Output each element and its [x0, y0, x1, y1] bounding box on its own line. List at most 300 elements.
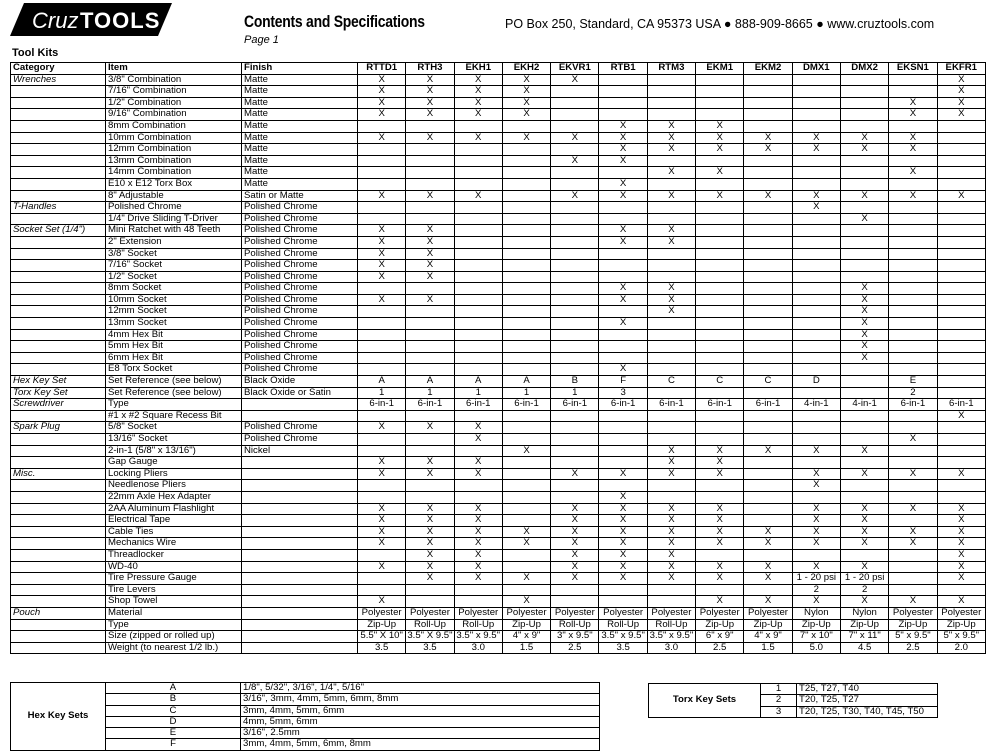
kit-cell: [406, 283, 454, 295]
table-row: [11, 341, 986, 353]
kit-cell: X: [406, 573, 454, 585]
kit-cell: [647, 341, 695, 353]
kit-cell: [454, 329, 502, 341]
kit-cell: [647, 86, 695, 98]
row-item: 8" Adjustable: [106, 190, 242, 202]
torx-set-id: 3: [761, 706, 797, 717]
kit-cell: [647, 260, 695, 272]
kit-cell: [406, 434, 454, 446]
kit-cell: [696, 410, 744, 422]
kit-cell: [792, 457, 840, 469]
kit-cell: X: [454, 97, 502, 109]
kit-cell: [454, 596, 502, 608]
kit-cell: [792, 74, 840, 86]
kit-cell: [599, 271, 647, 283]
kit-cell: X: [599, 178, 647, 190]
kit-cell: [937, 352, 985, 364]
row-category: [11, 97, 106, 109]
kit-cell: X: [840, 341, 888, 353]
kit-cell: Zip-Up: [889, 619, 937, 631]
kit-cell: [889, 457, 937, 469]
kit-cell: Zip-Up: [358, 619, 406, 631]
kit-cell: X: [840, 213, 888, 225]
kit-cell: X: [696, 167, 744, 179]
kit-cell: [358, 364, 406, 376]
kit-cell: [502, 561, 550, 573]
table-row: [11, 422, 986, 434]
kit-cell: 7" x 10": [792, 631, 840, 643]
kit-cell: [937, 584, 985, 596]
kit-cell: [696, 549, 744, 561]
kit-cell: X: [358, 457, 406, 469]
row-finish: Satin or Matte: [242, 190, 358, 202]
kit-cell: [551, 167, 599, 179]
kit-cell: X: [599, 283, 647, 295]
kit-cell: X: [647, 549, 695, 561]
kit-cell: [889, 294, 937, 306]
kit-cell: X: [599, 549, 647, 561]
kit-cell: [744, 364, 792, 376]
row-finish: Matte: [242, 120, 358, 132]
kit-cell: X: [599, 573, 647, 585]
kit-cell: X: [406, 503, 454, 515]
kit-cell: [647, 364, 695, 376]
row-category: [11, 434, 106, 446]
kit-cell: X: [696, 190, 744, 202]
kit-cell: C: [744, 376, 792, 388]
column-header-kit: EKM1: [696, 63, 744, 75]
row-item: 6mm Hex Bit: [106, 352, 242, 364]
kit-cell: X: [937, 109, 985, 121]
table-row: [11, 573, 986, 585]
kit-cell: 4-in-1: [840, 399, 888, 411]
kit-cell: 6-in-1: [937, 399, 985, 411]
kit-cell: [502, 329, 550, 341]
kit-cell: [744, 515, 792, 527]
row-item: E8 Torx Socket: [106, 364, 242, 376]
kit-cell: X: [792, 132, 840, 144]
kit-cell: [647, 491, 695, 503]
kit-cell: [502, 178, 550, 190]
kit-cell: 3: [599, 387, 647, 399]
row-finish: Polished Chrome: [242, 213, 358, 225]
row-item: 3/8" Socket: [106, 248, 242, 260]
kit-cell: 6" x 9": [696, 631, 744, 643]
kit-cell: X: [358, 515, 406, 527]
kit-cell: [502, 341, 550, 353]
row-item: Size (zipped or rolled up): [106, 631, 242, 643]
row-finish: [242, 619, 358, 631]
kit-cell: [840, 410, 888, 422]
table-row: [11, 538, 986, 550]
table-row: [11, 120, 986, 132]
kit-cell: [502, 549, 550, 561]
kit-cell: C: [647, 376, 695, 388]
row-item: 1/4" Drive Sliding T-Driver: [106, 213, 242, 225]
kit-cell: [502, 364, 550, 376]
kit-cell: [937, 202, 985, 214]
kit-cell: 4-in-1: [792, 399, 840, 411]
kit-cell: [647, 410, 695, 422]
kit-cell: [358, 584, 406, 596]
kit-cell: X: [454, 526, 502, 538]
kit-cell: [840, 74, 888, 86]
kit-cell: [840, 260, 888, 272]
kit-cell: X: [792, 468, 840, 480]
kit-cell: [792, 341, 840, 353]
kit-cell: [406, 596, 454, 608]
row-item: 2AA Aluminum Flashlight: [106, 503, 242, 515]
kit-cell: [937, 445, 985, 457]
kit-cell: [744, 260, 792, 272]
kit-cell: X: [647, 445, 695, 457]
kit-cell: [889, 573, 937, 585]
kit-cell: X: [744, 596, 792, 608]
kit-cell: [889, 155, 937, 167]
kit-cell: X: [696, 561, 744, 573]
kit-cell: X: [502, 97, 550, 109]
row-category: [11, 642, 106, 654]
kit-cell: X: [792, 445, 840, 457]
kit-cell: [889, 445, 937, 457]
kit-cell: X: [358, 422, 406, 434]
row-finish: Polished Chrome: [242, 306, 358, 318]
row-category: [11, 329, 106, 341]
kit-cell: [599, 584, 647, 596]
column-header-kit: EKSN1: [889, 63, 937, 75]
column-header-kit: EKFR1: [937, 63, 985, 75]
kit-cell: 2: [792, 584, 840, 596]
kit-cell: [647, 352, 695, 364]
kit-cell: [502, 190, 550, 202]
kit-cell: X: [406, 248, 454, 260]
kit-cell: [744, 468, 792, 480]
kit-cell: X: [744, 573, 792, 585]
kit-cell: [551, 318, 599, 330]
row-finish: [242, 596, 358, 608]
row-item: #1 x #2 Square Recess Bit: [106, 410, 242, 422]
row-category: [11, 144, 106, 156]
kit-cell: [696, 225, 744, 237]
kit-cell: X: [744, 561, 792, 573]
kit-cell: X: [792, 561, 840, 573]
kit-cell: [696, 352, 744, 364]
kit-cell: [599, 422, 647, 434]
kit-cell: X: [647, 515, 695, 527]
kit-cell: [696, 491, 744, 503]
kit-cell: X: [454, 561, 502, 573]
table-row: [11, 491, 986, 503]
row-finish: Matte: [242, 167, 358, 179]
kit-cell: X: [696, 144, 744, 156]
kit-cell: [502, 410, 550, 422]
kit-cell: [696, 422, 744, 434]
kit-cell: X: [551, 573, 599, 585]
kit-cell: X: [696, 515, 744, 527]
kit-cell: 7" x 11": [840, 631, 888, 643]
kit-cell: 1: [551, 387, 599, 399]
kit-cell: 6-in-1: [454, 399, 502, 411]
kit-cell: [358, 213, 406, 225]
row-category: Torx Key Set: [11, 387, 106, 399]
kit-cell: [358, 202, 406, 214]
kit-cell: X: [696, 132, 744, 144]
row-category: [11, 515, 106, 527]
row-finish: Polished Chrome: [242, 364, 358, 376]
row-category: Spark Plug: [11, 422, 106, 434]
row-finish: Polished Chrome: [242, 434, 358, 446]
kit-cell: [551, 422, 599, 434]
kit-cell: [647, 248, 695, 260]
kit-cell: [599, 74, 647, 86]
kit-cell: [744, 352, 792, 364]
kit-cell: Zip-Up: [744, 619, 792, 631]
row-finish: Polished Chrome: [242, 202, 358, 214]
kit-cell: X: [454, 109, 502, 121]
kit-cell: X: [792, 503, 840, 515]
kit-cell: [744, 86, 792, 98]
kit-cell: 6-in-1: [406, 399, 454, 411]
row-finish: [242, 642, 358, 654]
kit-cell: [744, 167, 792, 179]
kit-cell: [840, 202, 888, 214]
kit-cell: X: [744, 132, 792, 144]
kit-cell: [647, 74, 695, 86]
kit-cell: [840, 376, 888, 388]
kit-cell: [696, 213, 744, 225]
kit-cell: X: [792, 515, 840, 527]
kit-cell: [647, 387, 695, 399]
kit-cell: [358, 120, 406, 132]
row-finish: Polished Chrome: [242, 294, 358, 306]
kit-cell: X: [937, 190, 985, 202]
svg-text:Cruz: Cruz: [32, 8, 79, 33]
row-finish: [242, 468, 358, 480]
kit-cell: 6-in-1: [599, 399, 647, 411]
kit-cell: [696, 364, 744, 376]
kit-cell: [502, 144, 550, 156]
kit-cell: X: [599, 526, 647, 538]
kit-cell: [792, 283, 840, 295]
row-category: Misc.: [11, 468, 106, 480]
kit-cell: [502, 202, 550, 214]
kit-cell: [889, 120, 937, 132]
kit-cell: [647, 271, 695, 283]
kit-cell: X: [647, 132, 695, 144]
kit-cell: Polyester: [744, 607, 792, 619]
kit-cell: [406, 341, 454, 353]
kit-cell: [792, 97, 840, 109]
kit-cell: 2: [840, 584, 888, 596]
row-item: Type: [106, 619, 242, 631]
row-item: 14mm Combination: [106, 167, 242, 179]
row-finish: [242, 573, 358, 585]
row-item: Shop Towel: [106, 596, 242, 608]
kit-cell: [937, 271, 985, 283]
kit-cell: [840, 434, 888, 446]
kit-cell: [599, 352, 647, 364]
row-finish: Polished Chrome: [242, 318, 358, 330]
row-finish: Black Oxide: [242, 376, 358, 388]
kit-cell: [744, 306, 792, 318]
kit-cell: X: [406, 225, 454, 237]
kit-cell: [358, 329, 406, 341]
kit-cell: Polyester: [454, 607, 502, 619]
kit-cell: [502, 515, 550, 527]
kit-cell: A: [358, 376, 406, 388]
row-category: [11, 318, 106, 330]
kit-cell: 1: [358, 387, 406, 399]
kit-cell: X: [696, 457, 744, 469]
row-item: 4mm Hex Bit: [106, 329, 242, 341]
page-number: Page 1: [244, 34, 279, 46]
kit-cell: [502, 503, 550, 515]
kit-cell: [696, 329, 744, 341]
kit-cell: [840, 120, 888, 132]
hex-set-id: E: [106, 728, 241, 739]
kit-cell: X: [454, 132, 502, 144]
kit-cell: [551, 294, 599, 306]
kit-cell: X: [599, 503, 647, 515]
row-finish: Polished Chrome: [242, 225, 358, 237]
kit-cell: [599, 109, 647, 121]
kit-cell: [792, 178, 840, 190]
kit-cell: 3" x 9.5": [551, 631, 599, 643]
kit-cell: [744, 294, 792, 306]
kit-cell: Polyester: [358, 607, 406, 619]
kit-cell: [889, 549, 937, 561]
kit-cell: [551, 341, 599, 353]
table-row: [11, 584, 986, 596]
kit-cell: X: [840, 190, 888, 202]
row-item: 1/2" Socket: [106, 271, 242, 283]
kit-cell: [937, 225, 985, 237]
table-row: [11, 86, 986, 98]
kit-cell: [454, 491, 502, 503]
kit-cell: [599, 202, 647, 214]
kit-cell: X: [406, 549, 454, 561]
kit-cell: [792, 352, 840, 364]
kit-cell: X: [744, 445, 792, 457]
kit-cell: [551, 283, 599, 295]
kit-cell: [792, 294, 840, 306]
kit-cell: 6-in-1: [551, 399, 599, 411]
column-header-kit: EKVR1: [551, 63, 599, 75]
kit-cell: X: [792, 596, 840, 608]
kit-cell: X: [792, 538, 840, 550]
kit-cell: X: [599, 225, 647, 237]
kit-cell: [454, 480, 502, 492]
kit-cell: [792, 491, 840, 503]
section-title: Tool Kits: [12, 47, 59, 59]
torx-set-sizes: T25, T27, T40: [797, 684, 938, 695]
kit-cell: [502, 167, 550, 179]
table-row: [11, 97, 986, 109]
table-row: [11, 213, 986, 225]
kit-cell: [744, 434, 792, 446]
row-item: 13/16" Socket: [106, 434, 242, 446]
kit-cell: 3.5" x 9.5": [599, 631, 647, 643]
kit-cell: [744, 283, 792, 295]
kit-cell: X: [599, 538, 647, 550]
kit-cell: [840, 167, 888, 179]
kit-cell: [647, 213, 695, 225]
kit-cell: X: [599, 190, 647, 202]
kit-cell: 2.5: [551, 642, 599, 654]
row-category: [11, 445, 106, 457]
kit-cell: [744, 341, 792, 353]
kit-cell: [502, 491, 550, 503]
kit-cell: X: [696, 573, 744, 585]
kit-cell: [502, 294, 550, 306]
kit-cell: X: [454, 515, 502, 527]
kit-cell: [744, 387, 792, 399]
table-row: [11, 561, 986, 573]
row-finish: [242, 538, 358, 550]
row-category: [11, 213, 106, 225]
row-category: [11, 306, 106, 318]
row-category: [11, 549, 106, 561]
kit-cell: Polyester: [502, 607, 550, 619]
kit-cell: X: [840, 445, 888, 457]
hex-set-id: B: [106, 694, 241, 705]
kit-cell: 3.5: [358, 642, 406, 654]
kit-cell: [889, 584, 937, 596]
kit-cell: [502, 468, 550, 480]
kit-cell: [551, 434, 599, 446]
kit-cell: X: [406, 457, 454, 469]
kit-cell: [792, 434, 840, 446]
kit-cell: [937, 236, 985, 248]
row-finish: Polished Chrome: [242, 422, 358, 434]
column-header-kit: EKM2: [744, 63, 792, 75]
table-row: [11, 376, 986, 388]
kit-cell: [647, 155, 695, 167]
row-item: Set Reference (see below): [106, 387, 242, 399]
kit-cell: [406, 480, 454, 492]
kit-cell: 2.5: [889, 642, 937, 654]
kit-cell: [454, 260, 502, 272]
torx-set-sizes: T20, T25, T27: [797, 695, 938, 706]
kit-cell: [792, 410, 840, 422]
kit-cell: X: [358, 526, 406, 538]
kit-cell: X: [647, 306, 695, 318]
row-category: [11, 260, 106, 272]
row-item: 7/16" Combination: [106, 86, 242, 98]
kit-cell: X: [937, 538, 985, 550]
kit-cell: F: [599, 376, 647, 388]
kit-cell: [406, 329, 454, 341]
kit-cell: 2.0: [937, 642, 985, 654]
kit-cell: B: [551, 376, 599, 388]
kit-cell: [937, 480, 985, 492]
kit-cell: [502, 225, 550, 237]
row-category: [11, 619, 106, 631]
kit-cell: X: [937, 515, 985, 527]
hex-key-sets-label: Hex Key Sets: [11, 683, 106, 751]
row-finish: [242, 631, 358, 643]
kit-cell: X: [792, 190, 840, 202]
kit-cell: [696, 248, 744, 260]
kit-cell: X: [647, 283, 695, 295]
kit-cell: [406, 144, 454, 156]
torx-set-id: 1: [761, 684, 797, 695]
kit-cell: Polyester: [599, 607, 647, 619]
kit-cell: [551, 306, 599, 318]
kit-cell: [889, 225, 937, 237]
kit-cell: A: [502, 376, 550, 388]
kit-cell: [889, 260, 937, 272]
